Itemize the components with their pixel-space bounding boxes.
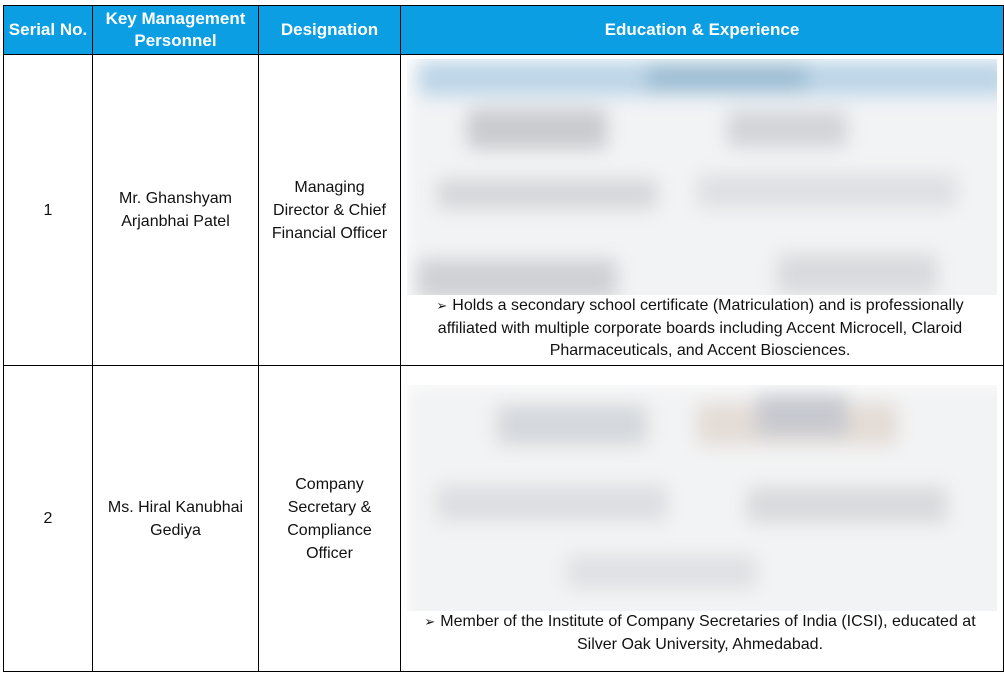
experience-bullet: [407, 611, 997, 656]
table-row: [4, 55, 1004, 366]
serial-cell: 2: [4, 366, 93, 672]
arrow-bullet-icon: ➢: [436, 298, 448, 314]
experience-text: Member of the Institute of Company Secretaries of India (ICSI), educated at Silver Oak University, Ahmedabad.: [440, 613, 976, 653]
education-cell: [401, 55, 1004, 366]
table-row: [4, 366, 1004, 672]
education-cell: [401, 366, 1004, 672]
designation-cell: Company Secretary & Compliance Officer: [259, 366, 401, 672]
designation-cell: Managing Director & Chief Financial Officer: [259, 55, 401, 366]
key-management-table: [3, 5, 1004, 672]
header-education: Education & Experience: [401, 6, 1004, 55]
arrow-bullet-icon: ➢: [424, 614, 436, 629]
redacted-blur-region: [407, 59, 997, 295]
header-serial: Serial No.: [4, 6, 93, 55]
header-personnel: Key Management Personnel: [93, 6, 259, 55]
redacted-blur-region: [407, 385, 997, 611]
personnel-name-cell: Ms. Hiral Kanubhai Gediya: [93, 366, 259, 672]
experience-text: Holds a secondary school certificate (Matriculation) and is professionally affiliated with multiple corporate boards including Accent Microcell, Claroid Pharmaceuticals, and Accent Biosciences.: [437, 297, 964, 360]
personnel-name-cell: Mr. Ghanshyam Arjanbhai Patel: [93, 55, 259, 366]
experience-bullet: [407, 295, 997, 363]
serial-cell: 1: [4, 55, 93, 366]
header-designation: Designation: [259, 6, 401, 55]
table-header-row: [4, 6, 1004, 55]
